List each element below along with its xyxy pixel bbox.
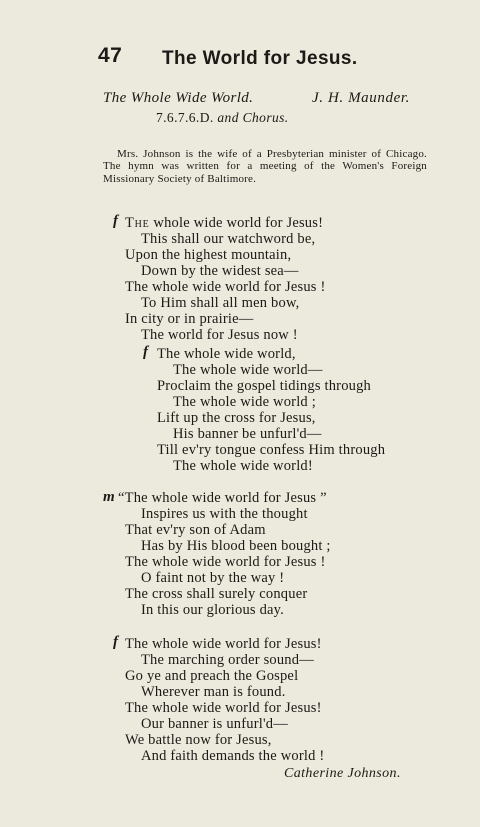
verse-line: The marching order sound— [141,652,314,668]
verse-line: In city or in prairie— [125,311,254,327]
verse-line: Inspires us with the thought [141,506,308,522]
chorus-line: Till ev'ry tongue confess Him through [157,442,386,458]
dynamic-marking: f [113,213,118,229]
verse-line: This shall our watchword be, [141,231,316,247]
verse-line: The whole wide world for Jesus ! [125,279,326,295]
verse-line: Wherever man is found. [141,684,286,700]
chorus-line: The whole wide world! [173,458,313,474]
verse-line: The cross shall surely conquer [125,586,308,602]
verse-line: “The whole wide world for Jesus ” [118,490,327,506]
verse-line: In this our glorious day. [141,602,285,618]
verse-line: The world for Jesus now ! [141,327,298,343]
chorus-line: Proclaim the gospel tidings through [157,378,372,394]
verse-line-text: whole wide world for Jesus! [149,215,324,231]
meter [156,110,289,126]
verse-line [125,215,323,232]
verse-line: Down by the widest sea— [141,263,299,279]
verse-line: Go ye and preach the Gospel [125,668,299,684]
hymn-number: 47 [98,44,123,67]
dynamic-marking: f [143,344,148,360]
author-name: Catherine Johnson. [284,766,401,781]
dynamic-marking: f [113,634,118,650]
chorus-line: His banner be unfurl'd— [173,426,322,442]
chorus-line: The whole wide world, [157,346,296,362]
chorus-line: The whole wide world ; [173,394,316,410]
meter-suffix: and Chorus. [217,110,289,125]
verse-line: That ev'ry son of Adam [125,522,266,538]
verse-first-word: The [125,215,150,231]
verse-line: And faith demands the world ! [141,748,325,764]
hymn-title: The World for Jesus. [162,48,358,69]
verse-line: Has by His blood been bought ; [141,538,331,554]
verse-line: O faint not by the way ! [141,570,285,586]
meter-numbers: 7.6.7.6.D. [156,110,214,125]
verse-line: The whole wide world for Jesus! [125,636,322,652]
dynamic-marking: m [103,489,115,505]
tune-name: The Whole Wide World. [103,90,254,106]
composer-name: J. H. Maunder. [312,90,410,106]
chorus-line: The whole wide world— [173,362,323,378]
verse-line: Upon the highest mountain, [125,247,292,263]
hymn-note-text: Mrs. Johnson is the wife of a Presbyterian minister of Chicago. The hymn was written for a meeting of the Women's Foreign Missionary Society of Baltimore. [103,148,427,185]
verse-line: The whole wide world for Jesus! [125,700,322,716]
chorus-line: Lift up the cross for Jesus, [157,410,316,426]
verse-line: We battle now for Jesus, [125,732,272,748]
verse-line: To Him shall all men bow, [141,295,300,311]
verse-line: Our banner is unfurl'd— [141,716,288,732]
verse-line: The whole wide world for Jesus ! [125,554,326,570]
hymn-note [103,148,427,185]
